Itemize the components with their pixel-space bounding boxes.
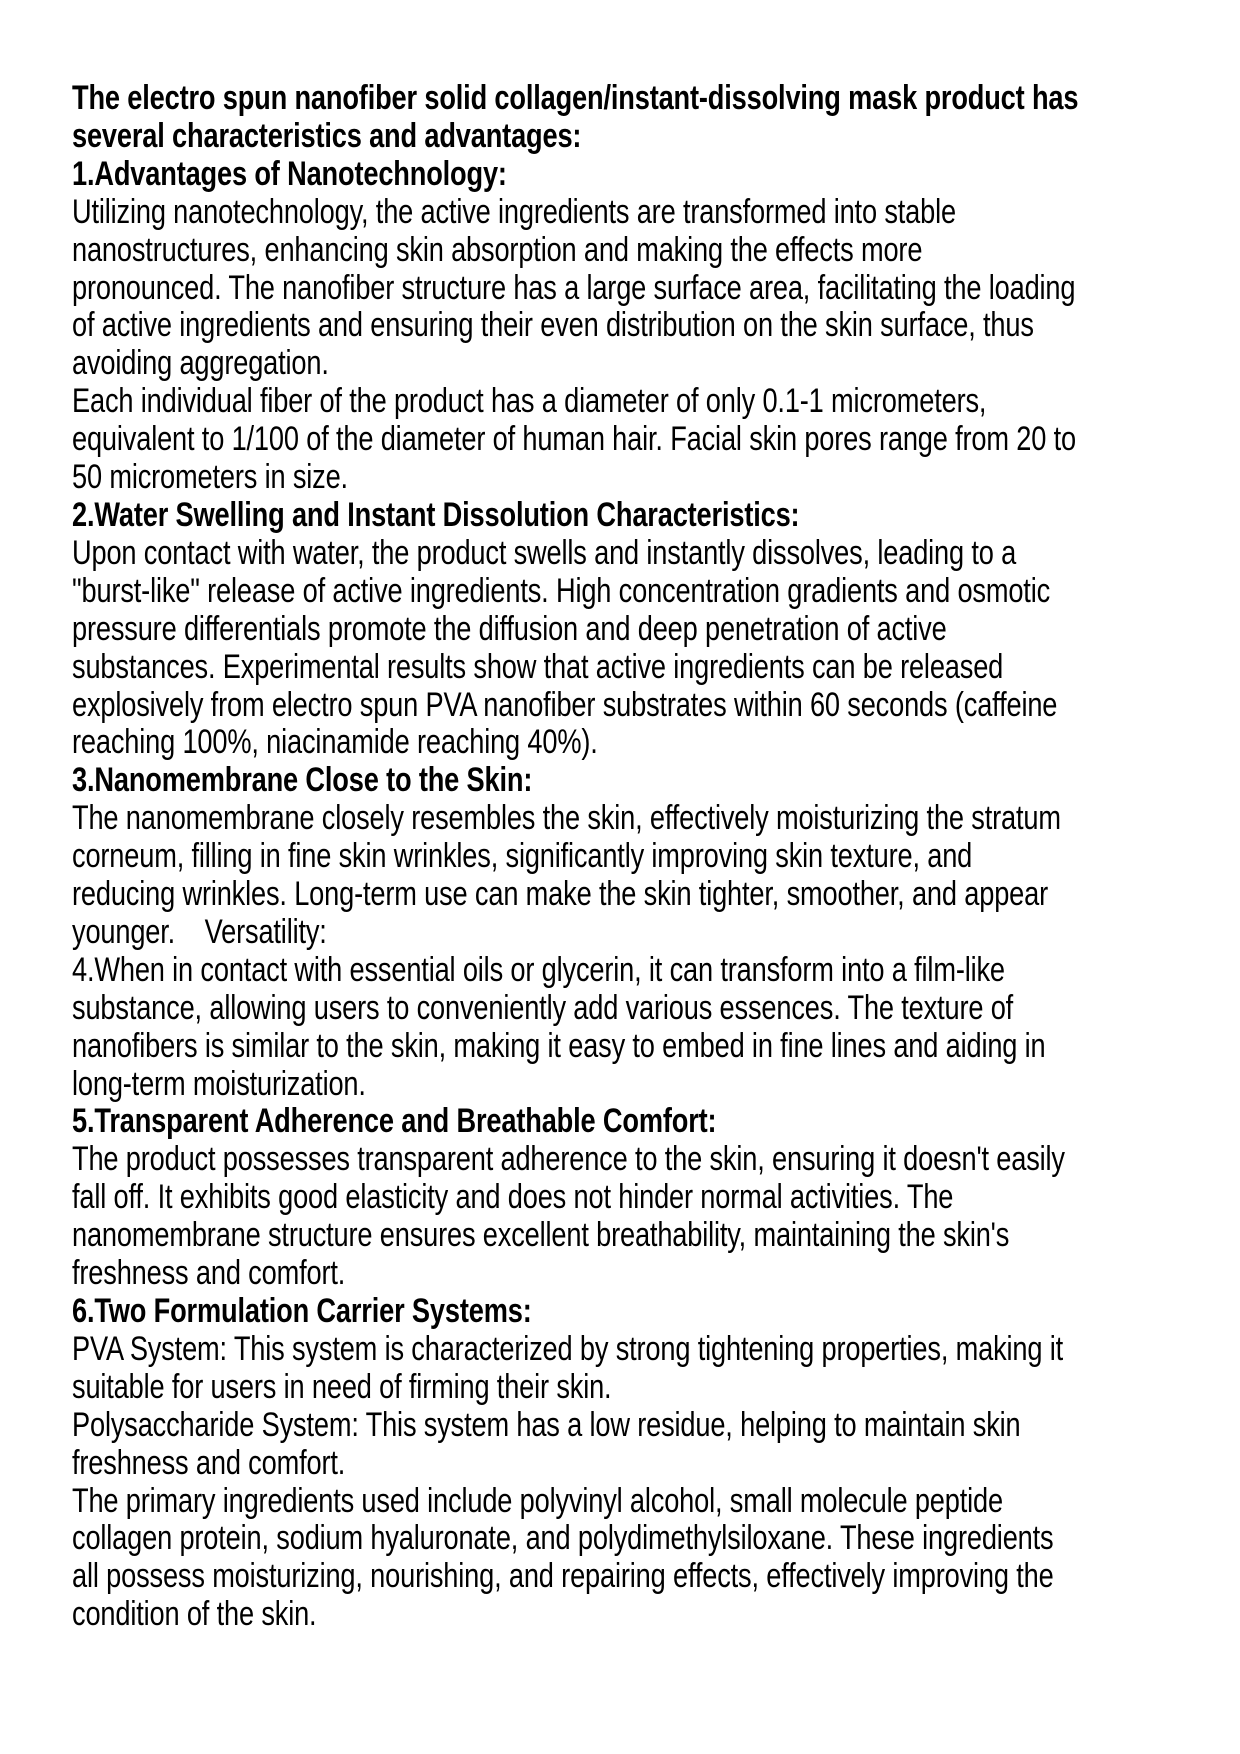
text-line: freshness and comfort. <box>72 1254 346 1293</box>
heading-line: several characteristics and advantages: <box>72 116 582 155</box>
text-line: pressure differentials promote the diffusion and deep penetration of active <box>72 609 947 648</box>
document-text <box>72 80 1240 1634</box>
text-line: corneum, filling in fine skin wrinkles, significantly improving skin texture, and <box>72 837 973 876</box>
text-line: The nanomembrane closely resembles the skin, effectively moisturizing the stratum <box>72 799 1061 838</box>
heading-line: 3.Nanomembrane Close to the Skin: <box>72 761 533 800</box>
text-line: Upon contact with water, the product swells and instantly dissolves, leading to a <box>72 533 1017 572</box>
text-line: suitable for users in need of firming their skin. <box>72 1367 612 1406</box>
text-line: The product possesses transparent adherence to the skin, ensuring it doesn't easily <box>72 1140 1065 1179</box>
text-line: of active ingredients and ensuring their even distribution on the skin surface, thus <box>72 306 1034 345</box>
heading-line: 2.Water Swelling and Instant Dissolution Characteristics: <box>72 495 800 534</box>
text-line: nanofibers is similar to the skin, making it easy to embed in fine lines and aiding in <box>72 1026 1046 1065</box>
text-line: younger. Versatility: <box>72 912 327 951</box>
heading-line: 5.Transparent Adherence and Breathable Comfort: <box>72 1102 717 1141</box>
text-line: all possess moisturizing, nourishing, and repairing effects, effectively improving the <box>72 1557 1054 1596</box>
text-line: pronounced. The nanofiber structure has a large surface area, facilitating the loading <box>72 268 1076 307</box>
text-line: 50 micrometers in size. <box>72 458 348 497</box>
text-line: nanomembrane structure ensures excellent breathability, maintaining the skin's <box>72 1216 1010 1255</box>
text-line: reducing wrinkles. Long-term use can make the skin tighter, smoother, and appear <box>72 875 1049 914</box>
text-line: explosively from electro spun PVA nanofiber substrates within 60 seconds (caffeine <box>72 685 1058 724</box>
text-line: equivalent to 1/100 of the diameter of human hair. Facial skin pores range from 20 to <box>72 420 1076 459</box>
text-line: 4.When in contact with essential oils or glycerin, it can transform into a film-like <box>72 950 1005 989</box>
text-line: substances. Experimental results show that active ingredients can be released <box>72 647 1004 686</box>
text-line: long-term moisturization. <box>72 1064 366 1103</box>
text-line: condition of the skin. <box>72 1595 317 1634</box>
text-line: nanostructures, enhancing skin absorption and making the effects more <box>72 230 923 269</box>
text-line: collagen protein, sodium hyaluronate, and polydimethylsiloxane. These ingredients <box>72 1519 1054 1558</box>
text-line: avoiding aggregation. <box>72 344 329 383</box>
text-line: Each individual fiber of the product has a diameter of only 0.1-1 micrometers, <box>72 382 987 421</box>
text-line: freshness and comfort. <box>72 1443 346 1482</box>
text-line: Polysaccharide System: This system has a low residue, helping to maintain skin <box>72 1405 1021 1444</box>
text-line: PVA System: This system is characterized by strong tightening properties, making it <box>72 1329 1064 1368</box>
text-line: fall off. It exhibits good elasticity and does not hinder normal activities. The <box>72 1178 954 1217</box>
text-line: Utilizing nanotechnology, the active ingredients are transformed into stable <box>72 192 956 231</box>
text-line: "burst-like" release of active ingredients. High concentration gradients and osmotic <box>72 571 1051 610</box>
heading-line: 1.Advantages of Nanotechnology: <box>72 154 507 193</box>
heading-line: The electro spun nanofiber solid collagen/instant-dissolving mask product has <box>72 79 1079 117</box>
text-line: The primary ingredients used include polyvinyl alcohol, small molecule peptide <box>72 1481 1003 1520</box>
text-line: reaching 100%, niacinamide reaching 40%). <box>72 723 598 762</box>
heading-line: 6.Two Formulation Carrier Systems: <box>72 1292 532 1330</box>
text-line: substance, allowing users to conveniently add various essences. The texture of <box>72 988 1014 1027</box>
